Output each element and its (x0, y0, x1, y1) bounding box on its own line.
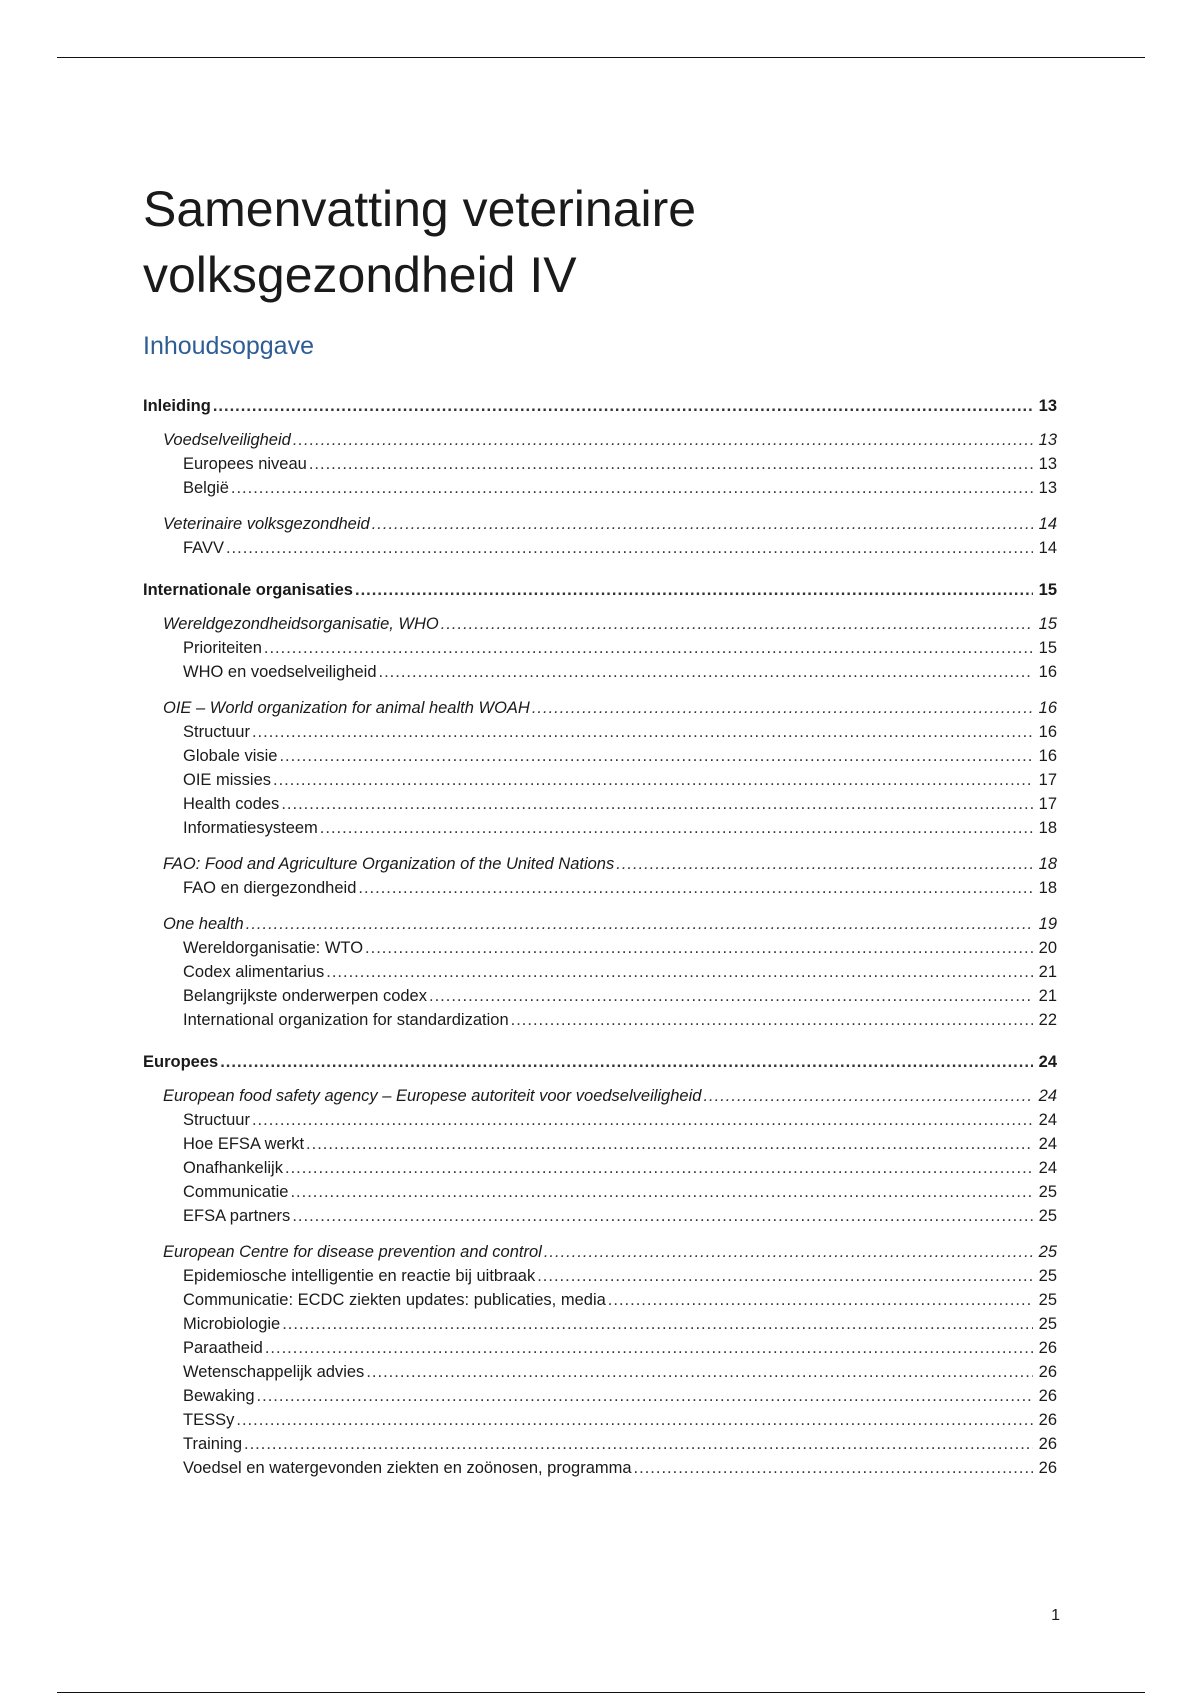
toc-entry-page: 21 (1038, 987, 1057, 1005)
toc-dot-leader (257, 1384, 1033, 1408)
toc-dot-leader (608, 1288, 1033, 1312)
toc-dot-leader (309, 452, 1033, 476)
toc-entry[interactable] (143, 768, 1057, 792)
toc-entry[interactable] (143, 1384, 1057, 1408)
toc-entry-label: Veterinaire volksgezondheid (163, 515, 370, 533)
toc-dot-leader (320, 816, 1033, 840)
toc-dot-leader (366, 1360, 1033, 1384)
toc-dot-leader (282, 1312, 1033, 1336)
toc-dot-leader (355, 578, 1033, 602)
toc-entry-page: 13 (1038, 397, 1057, 415)
toc-entry[interactable] (143, 696, 1057, 720)
toc-entry-page: 18 (1038, 879, 1057, 897)
toc-entry-page: 25 (1038, 1291, 1057, 1309)
toc-entry-label: OIE – World organization for animal health WOAH (163, 699, 530, 717)
toc-entry-label: OIE missies (183, 771, 272, 789)
toc-dot-leader (279, 744, 1033, 768)
toc-entry[interactable] (143, 452, 1057, 476)
toc-entry-page: 16 (1038, 723, 1057, 741)
toc-entry[interactable] (143, 1336, 1057, 1360)
toc-entry-label: Communicatie: ECDC ziekten updates: publicaties, media (183, 1291, 606, 1309)
toc-entry-page: 25 (1038, 1315, 1057, 1333)
toc-entry-page: 24 (1038, 1053, 1057, 1071)
toc-entry-label: Voedsel en watergevonden ziekten en zoönosen, programma (183, 1459, 632, 1477)
toc-dot-leader (365, 936, 1033, 960)
toc-entry-label: Structuur (183, 1111, 250, 1129)
toc-entry[interactable] (143, 1312, 1057, 1336)
toc-entry-label: Europees (143, 1053, 219, 1071)
toc-entry-label: Belangrijkste onderwerpen codex (183, 987, 427, 1005)
toc-dot-leader (379, 660, 1033, 684)
toc-entry-page: 26 (1038, 1411, 1057, 1429)
toc-dot-leader (290, 1180, 1033, 1204)
toc-dot-leader (703, 1084, 1033, 1108)
toc-entry[interactable] (143, 1456, 1057, 1480)
toc-entry[interactable] (143, 1156, 1057, 1180)
toc-dot-leader (273, 768, 1033, 792)
toc-dot-leader (264, 636, 1033, 660)
toc-entry-label: FAVV (183, 539, 224, 557)
toc-entry[interactable] (143, 1180, 1057, 1204)
toc-entry[interactable] (143, 1288, 1057, 1312)
toc-entry[interactable] (143, 394, 1057, 418)
toc-entry-label: FAO: Food and Agriculture Organization of the United Nations (163, 855, 615, 873)
toc-entry-page: 26 (1038, 1339, 1057, 1357)
toc-entry-label: Wetenschappelijk advies (183, 1363, 365, 1381)
toc-dot-leader (429, 984, 1033, 1008)
toc-entry-label: Microbiologie (183, 1315, 281, 1333)
toc-heading: Inhoudsopgave (143, 332, 314, 360)
toc-entry[interactable] (143, 1108, 1057, 1132)
footer-rule (57, 1692, 1145, 1693)
toc-entry-page: 24 (1038, 1159, 1057, 1177)
toc-entry-page: 25 (1038, 1243, 1057, 1261)
toc-entry-page: 19 (1038, 915, 1057, 933)
toc-entry-label: Health codes (183, 795, 280, 813)
toc-entry[interactable] (143, 476, 1057, 500)
toc-entry-page: 13 (1038, 455, 1057, 473)
toc-entry-page: 14 (1038, 515, 1057, 533)
toc-entry[interactable] (143, 578, 1057, 602)
toc-dot-leader (293, 428, 1033, 452)
toc-dot-leader (634, 1456, 1033, 1480)
toc-entry-page: 16 (1038, 663, 1057, 681)
toc-entry-label: België (183, 479, 229, 497)
toc-entry-label: TESSy (183, 1411, 235, 1429)
toc-entry[interactable] (143, 1240, 1057, 1264)
toc-entry-label: European Centre for disease prevention and control (163, 1243, 542, 1261)
toc-dot-leader (226, 536, 1033, 560)
toc-entry-page: 24 (1038, 1111, 1057, 1129)
toc-dot-leader (511, 1008, 1033, 1032)
toc-entry[interactable] (143, 612, 1057, 636)
toc-entry[interactable] (143, 660, 1057, 684)
toc-dot-leader (285, 1156, 1033, 1180)
toc-entry-label: Wereldgezondheidsorganisatie, WHO (163, 615, 439, 633)
toc-dot-leader (231, 476, 1033, 500)
toc-dot-leader (244, 1432, 1033, 1456)
toc-entry[interactable] (143, 744, 1057, 768)
toc-entry-page: 26 (1038, 1459, 1057, 1477)
toc-entry[interactable] (143, 1264, 1057, 1288)
toc-entry-label: Inleiding (143, 397, 211, 415)
toc-entry[interactable] (143, 936, 1057, 960)
toc-entry-page: 16 (1038, 747, 1057, 765)
toc-entry-label: Prioriteiten (183, 639, 262, 657)
toc-dot-leader (372, 512, 1033, 536)
toc-entry-page: 15 (1038, 639, 1057, 657)
toc-entry-page: 21 (1038, 963, 1057, 981)
toc-entry[interactable] (143, 960, 1057, 984)
toc-entry-page: 25 (1038, 1267, 1057, 1285)
toc-entry-label: EFSA partners (183, 1207, 291, 1225)
toc-entry[interactable] (143, 1432, 1057, 1456)
toc-dot-leader (220, 1050, 1033, 1074)
toc-entry-label: FAO en diergezondheid (183, 879, 357, 897)
toc-entry-page: 14 (1038, 539, 1057, 557)
toc-dot-leader (265, 1336, 1033, 1360)
toc-entry[interactable] (143, 984, 1057, 1008)
toc-entry[interactable] (143, 536, 1057, 560)
toc-dot-leader (236, 1408, 1033, 1432)
toc-entry-page: 15 (1038, 615, 1057, 633)
toc-entry[interactable] (143, 1204, 1057, 1228)
toc-entry-page: 18 (1038, 819, 1057, 837)
toc-entry[interactable] (143, 852, 1057, 876)
toc-dot-leader (358, 876, 1033, 900)
toc-dot-leader (246, 912, 1033, 936)
toc-dot-leader (306, 1132, 1033, 1156)
toc-entry-page: 26 (1038, 1363, 1057, 1381)
page-number: 1 (1051, 1607, 1060, 1624)
toc-entry-label: International organization for standardization (183, 1011, 509, 1029)
toc-dot-leader (326, 960, 1033, 984)
toc-dot-leader (213, 394, 1033, 418)
toc-entry[interactable] (143, 1050, 1057, 1074)
toc-entry[interactable] (143, 1008, 1057, 1032)
toc-entry-page: 24 (1038, 1135, 1057, 1153)
toc-entry[interactable] (143, 636, 1057, 660)
toc-dot-leader (441, 612, 1033, 636)
toc-entry-page: 24 (1038, 1087, 1057, 1105)
toc-dot-leader (252, 720, 1033, 744)
toc-entry-label: Communicatie (183, 1183, 289, 1201)
toc-entry-page: 25 (1038, 1183, 1057, 1201)
toc-dot-leader (532, 696, 1033, 720)
toc-entry[interactable] (143, 512, 1057, 536)
toc-entry[interactable] (143, 720, 1057, 744)
toc-dot-leader (292, 1204, 1033, 1228)
toc-entry-page: 20 (1038, 939, 1057, 957)
toc-entry[interactable] (143, 792, 1057, 816)
toc-entry-label: Codex alimentarius (183, 963, 325, 981)
toc-entry[interactable] (143, 1132, 1057, 1156)
toc-entry-page: 16 (1038, 699, 1057, 717)
toc-entry[interactable] (143, 1084, 1057, 1108)
toc-entry-label: Informatiesysteem (183, 819, 318, 837)
toc-entry-label: Globale visie (183, 747, 278, 765)
toc-entry-label: Paraatheid (183, 1339, 263, 1357)
toc-entry-page: 26 (1038, 1435, 1057, 1453)
document-title: Samenvatting veterinaire volksgezondheid IV (143, 180, 697, 303)
toc-entry-page: 18 (1038, 855, 1057, 873)
toc-entry-label: Structuur (183, 723, 250, 741)
toc-entry-page: 22 (1038, 1011, 1057, 1029)
toc-entry-label: Europees niveau (183, 455, 307, 473)
toc-dot-leader (616, 852, 1033, 876)
toc-dot-leader (281, 792, 1033, 816)
toc-entry-label: Internationale organisaties (143, 581, 353, 599)
toc-entry[interactable] (143, 1408, 1057, 1432)
header-rule (57, 57, 1145, 58)
toc-entry[interactable] (143, 1360, 1057, 1384)
toc-entry[interactable] (143, 428, 1057, 452)
toc-entry-label: Epidemiosche intelligentie en reactie bij uitbraak (183, 1267, 536, 1285)
toc-dot-leader (537, 1264, 1033, 1288)
toc-entry-page: 13 (1038, 431, 1057, 449)
toc-entry-page: 25 (1038, 1207, 1057, 1225)
toc-entry[interactable] (143, 912, 1057, 936)
toc-entry[interactable] (143, 876, 1057, 900)
toc-entry-page: 17 (1038, 771, 1057, 789)
toc-entry-label: Training (183, 1435, 242, 1453)
toc-entry-label: Wereldorganisatie: WTO (183, 939, 364, 957)
toc-entry-page: 15 (1038, 581, 1057, 599)
toc-entry-page: 26 (1038, 1387, 1057, 1405)
toc-dot-leader (544, 1240, 1033, 1264)
toc-entry-label: European food safety agency – Europese autoriteit voor voedselveiligheid (163, 1087, 702, 1105)
toc-entry-label: Bewaking (183, 1387, 255, 1405)
toc-dot-leader (252, 1108, 1033, 1132)
toc-entry-label: Hoe EFSA werkt (183, 1135, 305, 1153)
toc-entry-label: WHO en voedselveiligheid (183, 663, 377, 681)
toc-entry[interactable] (143, 816, 1057, 840)
toc-entry-page: 13 (1038, 479, 1057, 497)
toc-entry-label: One health (163, 915, 244, 933)
table-of-contents (143, 394, 1057, 1480)
toc-entry-label: Voedselveiligheid (163, 431, 291, 449)
toc-entry-label: Onafhankelijk (183, 1159, 283, 1177)
toc-entry-page: 17 (1038, 795, 1057, 813)
